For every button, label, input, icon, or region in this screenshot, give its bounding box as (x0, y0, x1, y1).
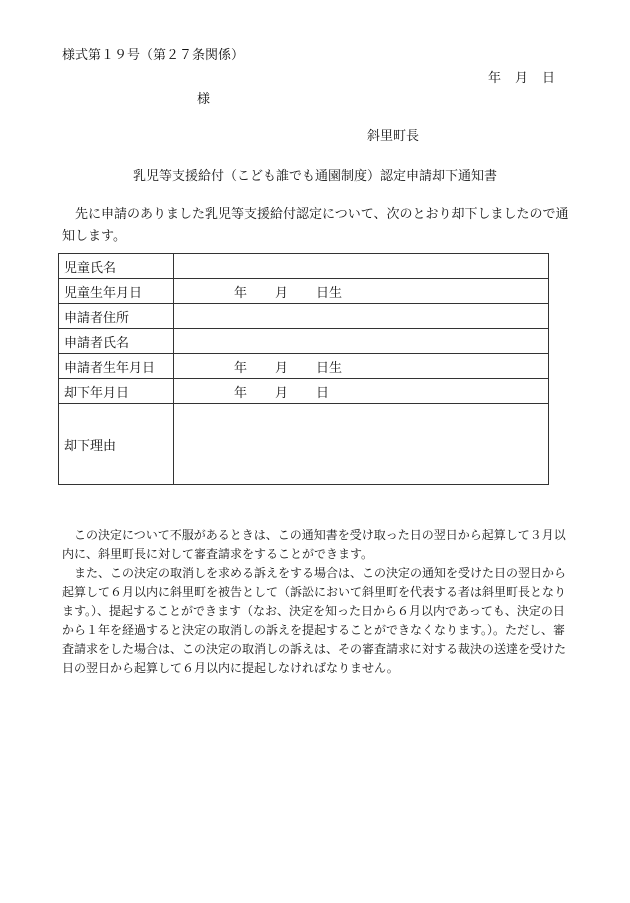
issue-date (488, 67, 569, 86)
table-row (59, 304, 549, 329)
day-birth-label: 日生 (316, 360, 343, 376)
table-row (59, 279, 549, 304)
rejection-reason-value (174, 404, 549, 485)
date-day-label: 日 (542, 71, 556, 86)
child-birth-value (174, 279, 549, 304)
applicant-name-value (174, 329, 549, 354)
intro-text: 先に申請のありました乳児等支援給付認定について、次のとおり却下しましたので通知します。 (62, 207, 569, 244)
year-label: 年 (234, 385, 248, 401)
table-row (59, 254, 549, 279)
year-label: 年 (234, 285, 248, 301)
date-month-label: 月 (515, 71, 529, 86)
applicant-address-value (174, 304, 549, 329)
table-row (59, 404, 549, 485)
month-label: 月 (275, 285, 289, 301)
child-name-value (174, 254, 549, 279)
table-row (59, 329, 549, 354)
appeal-note-review: この決定について不服があるときは、この通知書を受け取った日の翌日から起算して３月以内に、斜里町長に対して審査請求をすることができます。 (62, 528, 566, 561)
rejection-date-value (174, 379, 549, 404)
rejection-reason-label: 却下理由 (59, 404, 174, 485)
document-title: 乳児等支援給付（こども誰でも通園制度）認定申請却下通知書 (132, 169, 497, 184)
applicant-birth-label: 申請者生年月日 (59, 354, 174, 379)
day-label: 日 (316, 385, 330, 401)
child-name-label: 児童氏名 (59, 254, 174, 279)
addressee-honorific: 様 (197, 92, 211, 107)
applicant-birth-value (174, 354, 549, 379)
applicant-address-label: 申請者住所 (59, 304, 174, 329)
table-row (59, 379, 549, 404)
table-row (59, 354, 549, 379)
appeal-notes (62, 526, 576, 678)
date-year-label: 年 (488, 71, 502, 86)
rejection-date-label: 却下年月日 (59, 379, 174, 404)
applicant-name-label: 申請者氏名 (59, 329, 174, 354)
issuer-name: 斜里町長 (367, 129, 420, 144)
day-birth-label: 日生 (316, 285, 343, 301)
month-label: 月 (275, 385, 289, 401)
form-number: 様式第１９号（第２７条関係） (62, 48, 245, 63)
appeal-note-lawsuit: また、この決定の取消しを求める訴えをする場合は、この決定の通知を受けた日の翌日から起算して６月以内に斜里町を被告として（訴訟において斜里町を代表する者は斜里町長となります。）、提起することができます（なお、決定を知った日から６月以内であっても、決定の日から１年を経過すると決定の取消しの訴えを提起することができなくなります。）。ただし、審査請求をした場合は、この決定の取消しの訴えは、その審査請求に対する裁決の送達を受けた日の翌日から起算して６月以内に提起しなければなりません。 (62, 566, 567, 675)
child-birth-label: 児童生年月日 (59, 279, 174, 304)
month-label: 月 (275, 360, 289, 376)
notice-table (58, 253, 549, 485)
year-label: 年 (234, 360, 248, 376)
